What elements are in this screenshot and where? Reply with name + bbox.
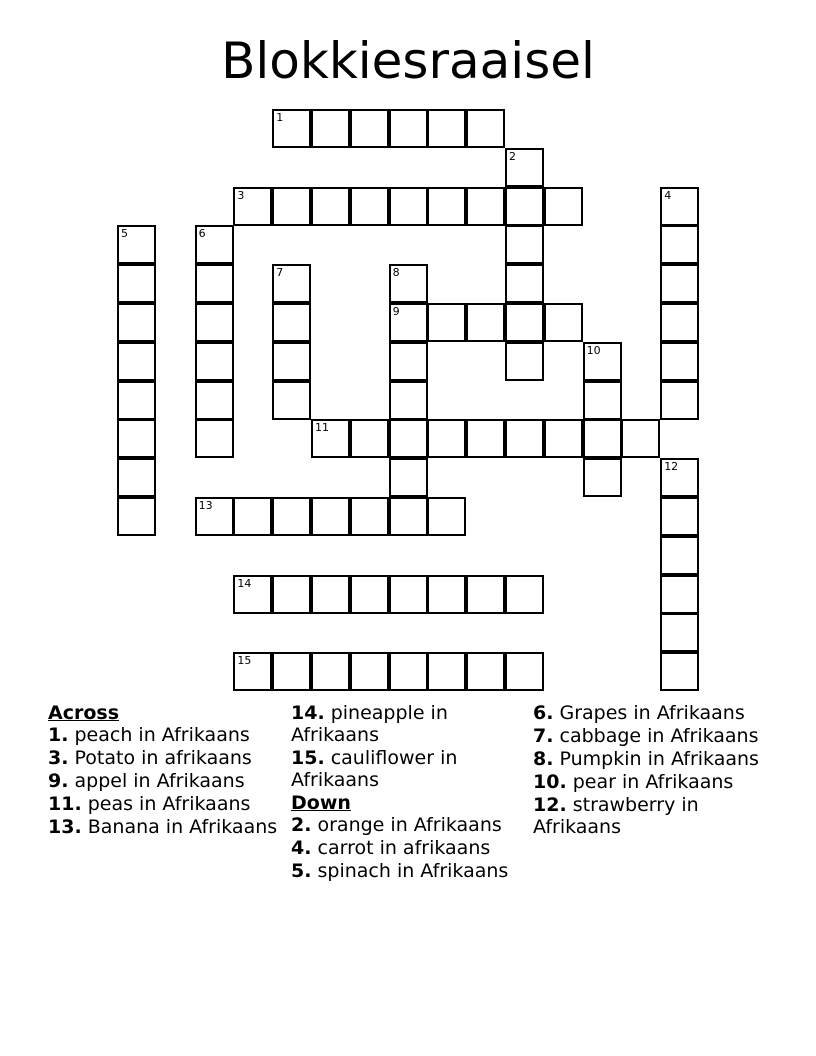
clue-number: 8. [533,748,554,770]
grid-cell[interactable] [311,187,350,226]
grid-cell[interactable] [350,652,389,691]
grid-cell[interactable] [505,225,544,264]
clue-across-15[interactable] [291,747,531,791]
grid-cell[interactable] [233,187,272,226]
grid-cell[interactable] [389,264,428,303]
grid-cell[interactable] [660,225,699,264]
clue-number: 5. [291,860,312,882]
grid-cell[interactable] [272,497,311,536]
grid-cell[interactable] [311,109,350,148]
grid-cell[interactable] [389,497,428,536]
grid-cell[interactable] [117,225,156,264]
grid-cell[interactable] [544,419,583,458]
grid-cell[interactable] [195,497,234,536]
clue-down-7[interactable] [533,725,773,747]
cell-number: 3 [237,188,245,202]
grid-cell[interactable] [389,381,428,420]
grid-cell[interactable] [544,303,583,342]
clue-number: 12. [533,794,567,816]
clue-text: appel in Afrikaans [74,770,245,792]
grid-cell[interactable] [427,575,466,614]
cell-number: 11 [315,421,329,435]
down-heading: Down [291,792,351,814]
cell-number: 14 [237,576,252,590]
clue-down-8[interactable] [533,748,773,770]
grid-cell[interactable] [117,419,156,458]
grid-cell[interactable] [389,419,428,458]
grid-cell[interactable] [195,419,234,458]
cell-number: 2 [509,149,516,163]
grid-cell[interactable] [427,303,466,342]
clue-text: spinach in Afrikaans [317,860,509,882]
clue-across-13[interactable] [48,816,288,838]
grid-cell[interactable] [660,187,699,226]
grid-cell[interactable] [583,342,622,381]
cell-number: 8 [392,266,400,280]
grid-cell[interactable] [195,381,234,420]
cell-number: 5 [121,227,128,241]
grid-cell[interactable] [272,187,311,226]
grid-cell[interactable] [233,575,272,614]
grid-cell[interactable] [117,342,156,381]
clue-number: 13. [48,816,82,838]
grid-cell[interactable] [660,575,699,614]
clue-number: 9. [48,770,69,792]
grid-cell[interactable] [660,497,699,536]
grid-cell[interactable] [350,497,389,536]
grid-cell[interactable] [660,342,699,381]
clue-down-6[interactable] [533,702,773,724]
grid-cell[interactable] [660,458,699,497]
grid-cell[interactable] [505,652,544,691]
grid-cell[interactable] [195,264,234,303]
grid-cell[interactable] [311,497,350,536]
grid-cell[interactable] [272,109,311,148]
grid-cell[interactable] [466,187,505,226]
grid-cell[interactable] [389,303,428,342]
grid-cell[interactable] [389,575,428,614]
clue-down-10[interactable] [533,771,773,793]
clue-text: strawberry in Afrikaans [533,794,699,838]
grid-cell[interactable] [350,109,389,148]
clue-down-4[interactable] [291,837,531,859]
grid-cell[interactable] [505,419,544,458]
puzzle-title: Blokkiesraaisel [221,32,595,90]
grid-cell[interactable] [505,303,544,342]
grid-cell[interactable] [195,303,234,342]
clue-text: Potato in afrikaans [74,747,252,769]
grid-cell[interactable] [583,419,622,458]
clue-text: cabbage in Afrikaans [559,725,759,747]
cell-number: 1 [276,111,284,124]
grid-cell[interactable] [272,381,311,420]
grid-cell[interactable] [311,419,350,458]
grid-cell[interactable] [583,458,622,497]
clue-text: carrot in afrikaans [317,837,491,859]
grid-cell[interactable] [311,652,350,691]
clue-column-1 [48,702,288,839]
grid-cell[interactable] [660,536,699,575]
grid-cell[interactable] [272,575,311,614]
grid-cell[interactable] [427,187,466,226]
grid-cell[interactable] [427,109,466,148]
cell-number: 4 [664,188,672,202]
clue-down-2[interactable] [291,814,531,836]
grid-cell[interactable] [505,148,544,187]
grid-cell[interactable] [427,419,466,458]
grid-cell[interactable] [660,264,699,303]
grid-cell[interactable] [272,264,311,303]
clue-number: 2. [291,814,312,836]
clue-number: 7. [533,725,554,747]
clue-text: cauliflower in Afrikaans [291,747,458,791]
clue-text: peach in Afrikaans [74,724,250,746]
grid-cell[interactable] [233,652,272,691]
grid-cell[interactable] [117,497,156,536]
clue-across-1[interactable] [48,724,288,746]
grid-cell[interactable] [583,381,622,420]
grid-cell[interactable] [466,652,505,691]
cell-number: 9 [392,305,400,318]
clue-across-3[interactable] [48,747,288,769]
clue-text: Pumpkin in Afrikaans [559,748,759,770]
grid-cell[interactable] [117,303,156,342]
grid-cell[interactable] [660,303,699,342]
cell-number: 13 [198,499,213,512]
grid-cell[interactable] [660,613,699,652]
grid-cell[interactable] [544,187,583,226]
clue-number: 11. [48,793,82,815]
cell-number: 10 [586,343,601,357]
grid-cell[interactable] [621,419,660,458]
cell-number: 6 [198,227,206,241]
grid-cell[interactable] [350,187,389,226]
grid-cell[interactable] [389,342,428,381]
grid-cell[interactable] [660,652,699,691]
grid-cell[interactable] [272,303,311,342]
clue-text: Banana in Afrikaans [87,816,278,838]
clue-number: 10. [533,771,567,793]
clue-down-5[interactable] [291,860,531,882]
grid-cell[interactable] [505,264,544,303]
grid-cell[interactable] [466,419,505,458]
cell-number: 7 [276,266,284,280]
clue-text: Grapes in Afrikaans [559,702,745,724]
grid-cell[interactable] [272,342,311,381]
grid-cell[interactable] [272,652,311,691]
clue-across-14[interactable] [291,702,531,746]
grid-cell[interactable] [466,109,505,148]
grid-cell[interactable] [660,381,699,420]
grid-cell[interactable] [427,497,466,536]
grid-cell[interactable] [117,264,156,303]
grid-cell[interactable] [233,497,272,536]
grid-cell[interactable] [389,652,428,691]
grid-cell[interactable] [427,652,466,691]
clue-column-2 [291,702,531,883]
grid-cell[interactable] [195,225,234,264]
cell-number: 15 [237,654,252,668]
grid-cell[interactable] [466,575,505,614]
grid-cell[interactable] [195,342,234,381]
clue-number: 3. [48,747,69,769]
grid-cell[interactable] [117,381,156,420]
clue-text: orange in Afrikaans [317,814,502,836]
clue-text: pear in Afrikaans [572,771,734,793]
clue-across-9[interactable] [48,770,288,792]
grid-cell[interactable] [466,303,505,342]
clue-text: peas in Afrikaans [87,793,251,815]
grid-cell[interactable] [389,458,428,497]
grid-cell[interactable] [350,419,389,458]
grid-cell[interactable] [505,342,544,381]
grid-cell[interactable] [311,575,350,614]
clue-text: pineapple in Afrikaans [291,702,448,746]
clue-number: 1. [48,724,69,746]
clue-across-11[interactable] [48,793,288,815]
clue-number: 15. [291,747,325,769]
cell-number: 12 [664,460,679,474]
grid-cell[interactable] [350,575,389,614]
across-heading: Across [48,702,120,724]
grid-cell[interactable] [389,187,428,226]
clue-number: 14. [291,702,325,724]
grid-cell[interactable] [505,575,544,614]
grid-cell[interactable] [117,458,156,497]
clue-number: 4. [291,837,312,859]
clue-column-3 [533,702,773,839]
grid-cell[interactable] [389,109,428,148]
clue-number: 6. [533,702,554,724]
clue-down-12[interactable] [533,794,773,838]
grid-cell[interactable] [505,187,544,226]
